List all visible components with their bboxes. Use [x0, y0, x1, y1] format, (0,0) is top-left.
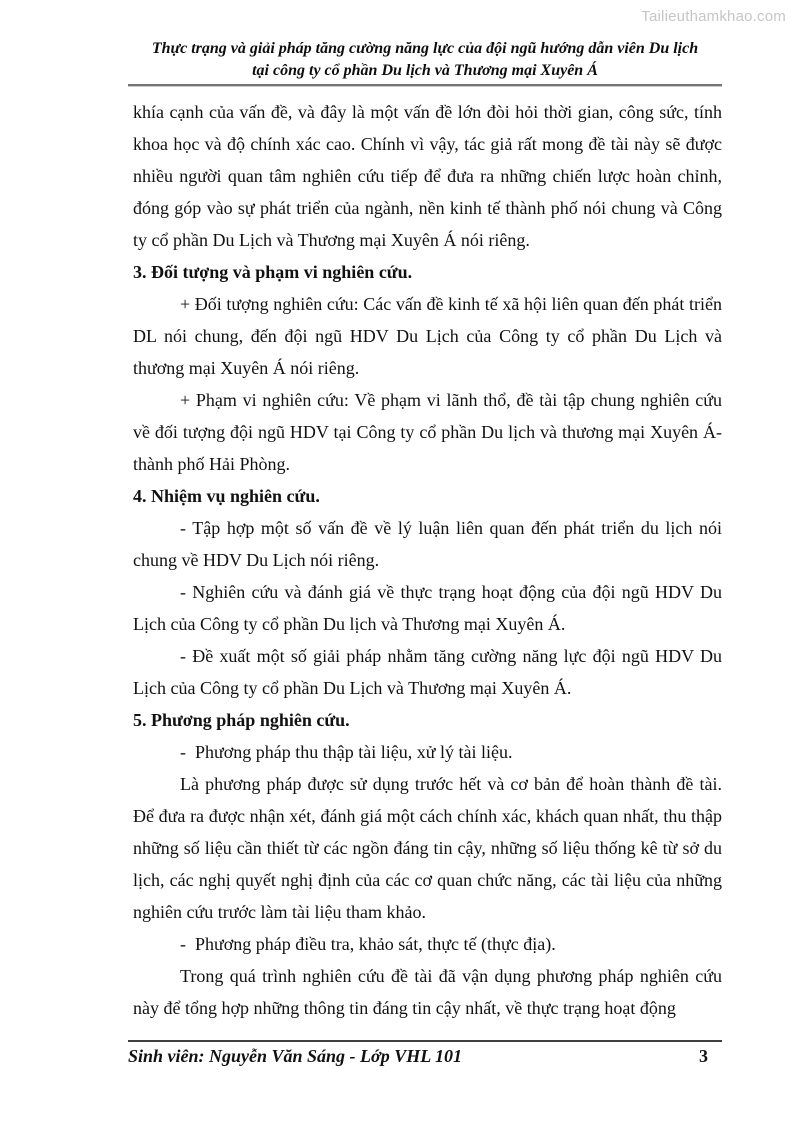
header-title-line-2: tại công ty cổ phần Du lịch và Thương mại Xuyên Á: [252, 62, 598, 79]
paragraph: - Phương pháp thu thập tài liệu, xử lý tài liệu.: [180, 742, 513, 762]
paragraph: + Đối tượng nghiên cứu: Các vấn đề kinh tế xã hội liên quan đến phát triển DL nói chung, đến đội ngũ HDV Du Lịch của Công ty cổ phần Du Lịch và thương mại Xuyên Á nói riêng.: [133, 294, 722, 378]
paragraph: - Đề xuất một số giải pháp nhằm tăng cường năng lực đội ngũ HDV Du Lịch của Công ty cổ phần Du Lịch và Thương mại Xuyên Á.: [133, 646, 722, 698]
footer-rule: [128, 1040, 722, 1042]
section-heading-3: 3. Đối tượng và phạm vi nghiên cứu.: [133, 262, 413, 282]
paragraph: - Nghiên cứu và đánh giá về thực trạng hoạt động của đội ngũ HDV Du Lịch của Công ty cổ phần Du lịch và Thương mại Xuyên Á.: [133, 582, 722, 634]
watermark: Tailieuthamkhao.com: [641, 8, 786, 25]
paragraph: + Phạm vi nghiên cứu: Về phạm vi lãnh thổ, đề tài tập chung nghiên cứu về đối tượng đội ngũ HDV tại Công ty cổ phần Du lịch và thương mại Xuyên Á- thành phố Hải Phòng.: [133, 390, 722, 474]
header-rule: [128, 84, 722, 87]
section-heading-4: 4. Nhiệm vụ nghiên cứu.: [133, 486, 320, 506]
paragraph: khía cạnh của vấn đề, và đây là một vấn đề lớn đòi hỏi thời gian, công sức, tính khoa học và độ chính xác cao. Chính vì vậy, tác giả rất mong đề tài này sẽ được nhiều người quan tâm nghiên cứu tiếp để đưa ra những chiến lược hoàn chỉnh, đóng góp vào sự phát triển của ngành, nền kinh tế thành phố nói chung và Công ty cổ phần Du Lịch và Thương mại Xuyên Á nói riêng.: [133, 102, 722, 250]
header-title-line-1: Thực trạng và giải pháp tăng cường năng lực của đội ngũ hướng dẫn viên Du lịch: [151, 40, 699, 57]
page-number: 3: [699, 1046, 708, 1066]
paragraph: - Tập hợp một số vấn đề về lý luận liên quan đến phát triển du lịch nói chung về HDV Du Lịch nói riêng.: [133, 518, 722, 570]
page-footer: [128, 1046, 722, 1067]
paragraph: Trong quá trình nghiên cứu đề tài đã vận dụng phương pháp nghiên cứu này để tổng hợp những thông tin đáng tin cậy nhất, về thực trạng hoạt động: [133, 966, 722, 1018]
paragraph: - Phương pháp điều tra, khảo sát, thực tế (thực địa).: [180, 934, 556, 954]
section-heading-5: 5. Phương pháp nghiên cứu.: [133, 710, 350, 730]
paragraph: Là phương pháp được sử dụng trước hết và cơ bản để hoàn thành đề tài. Để đưa ra được nhận xét, đánh giá một cách chính xác, khách quan nhất, thu thập những số liệu cần thiết từ các ngồn đáng tin cậy, những số liệu thống kê từ sở du lịch, các nghị quyết nghị định của các cơ quan chức năng, các tài liệu của những nghiên cứu trước làm tài liệu tham khảo.: [133, 774, 722, 922]
footer-student-info: Sinh viên: Nguyễn Văn Sáng - Lớp VHL 101: [128, 1046, 463, 1066]
document-body: [133, 96, 722, 1042]
page-header: [128, 38, 722, 82]
